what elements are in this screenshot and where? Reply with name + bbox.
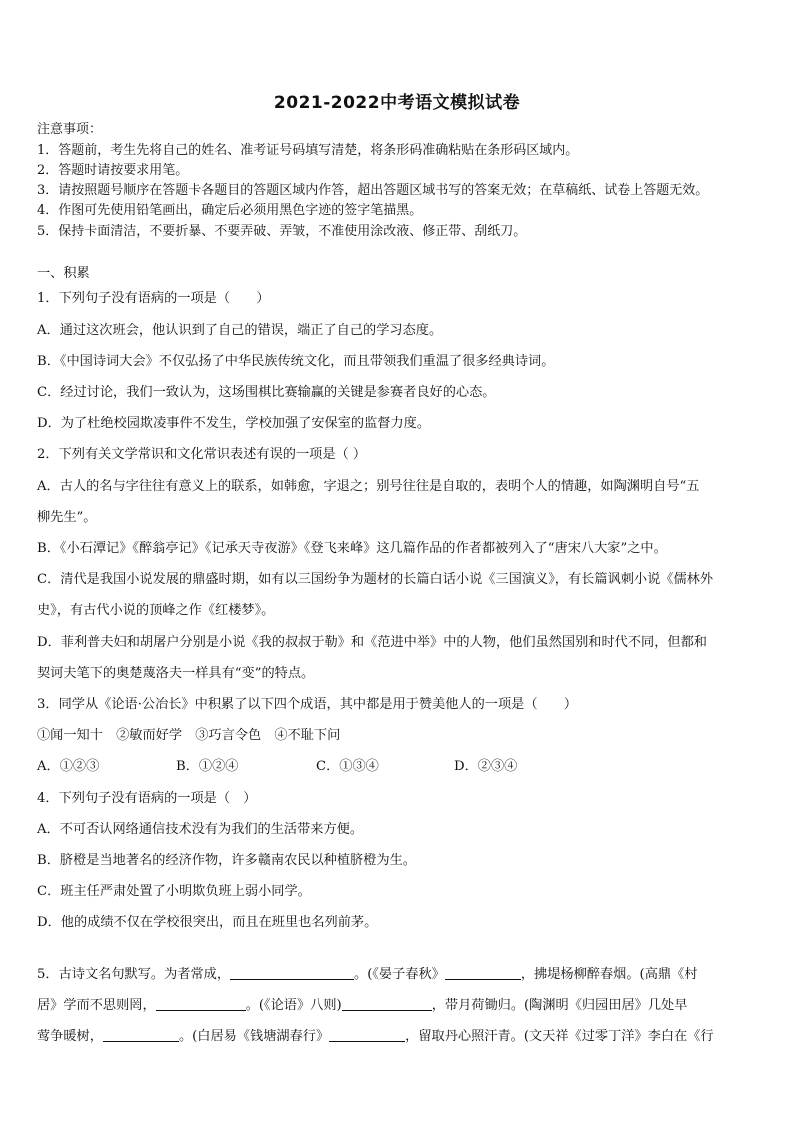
option-d-cont: 契诃夫笔下的奥楚蔑洛夫一样具有“变”的特点。 bbox=[37, 666, 315, 681]
q5-line-3 bbox=[37, 1027, 764, 1047]
option-c: C．清代是我国小说发展的鼎盛时期，如有以三国纷争为题材的长篇白话小说《三国演义》，有长篇讽刺小说《儒林外 bbox=[37, 572, 714, 587]
option-a: A．古人的名与字往往有意义上的联系，如韩愈，字退之；别号往往是自取的，表明个人的情趣，如陶渊明自号“五 bbox=[37, 479, 700, 494]
option-b: B．《中国诗词大会》不仅弘扬了中华民族传统文化，而且带领我们重温了很多经典诗词。 bbox=[37, 354, 555, 369]
option-c-cont: 史》，有古代小说的顶峰之作《红楼梦》。 bbox=[37, 603, 275, 618]
option-a: A．不可否认网络通信技术没有为我们的生活带来方便。 bbox=[37, 822, 364, 837]
note-item: 4．作图可先使用铅笔画出，确定后必须用黑色字迹的签字笔描黑。 bbox=[37, 203, 423, 218]
option-d: D．他的成绩不仅在学校很突出，而且在班里也名列前茅。 bbox=[37, 915, 378, 930]
question-stem: 1．下列句子没有语病的一项是（ ） bbox=[37, 291, 270, 306]
idiom-list: ①闻一知十 ②敏而好学 ③巧言令色 ④不耻下问 bbox=[37, 728, 341, 743]
option-c: C．班主任严肃处置了小明欺负班上弱小同学。 bbox=[37, 884, 311, 899]
option-row bbox=[37, 757, 517, 777]
answer-blank[interactable] bbox=[230, 965, 354, 980]
note-item: 3．请按照题号顺序在答题卡各题目的答题区域内作答，超出答题区域书写的答案无效；在草稿纸、试卷上答题无效。 bbox=[37, 183, 709, 198]
note-item: 2．答题时请按要求用笔。 bbox=[37, 163, 189, 178]
q5-text: ，留取丹心照汗青。(文天祥《过零丁洋》李白在《行 bbox=[405, 1029, 714, 1044]
notes-heading: 注意事项： bbox=[37, 122, 103, 137]
answer-blank[interactable] bbox=[329, 1027, 405, 1042]
option-d: D．②③④ bbox=[454, 759, 518, 774]
option-c: C．①③④ bbox=[316, 759, 379, 774]
question-stem: 4．下列句子没有语病的一项是（ ） bbox=[37, 791, 257, 806]
q5-text: ，带月荷锄归。(陶渊明《归园田居》几处早 bbox=[431, 998, 688, 1013]
option-b: B．脐橙是当地著名的经济作物，许多赣南农民以种植脐橙为生。 bbox=[37, 853, 416, 868]
option-b: B．①②④ bbox=[176, 759, 239, 774]
answer-blank[interactable] bbox=[103, 1027, 179, 1042]
q5-line-2 bbox=[37, 996, 764, 1016]
option-a-cont: 柳先生”。 bbox=[37, 510, 97, 525]
question-stem: 3．同学从《论语·公冶长》中积累了以下四个成语，其中都是用于赞美他人的一项是（ ） bbox=[37, 697, 578, 712]
answer-blank[interactable] bbox=[445, 965, 521, 980]
note-item: 1．答题前，考生先将自己的姓名、准考证号码填写清楚，将条形码准确粘贴在条形码区域内。 bbox=[37, 143, 579, 158]
q5-text: 。(《论语》八则) bbox=[245, 998, 342, 1013]
note-item: 5．保持卡面清洁，不要折暴、不要弄破、弄皱，不准使用涂改液、修正带、刮纸刀。 bbox=[37, 224, 527, 239]
q5-text: ，拂堤杨柳醉春烟。(高鼎《村 bbox=[520, 967, 698, 982]
section-heading: 一、积累 bbox=[37, 266, 90, 281]
option-d: D．为了杜绝校园欺凌事件不发生，学校加强了安保室的监督力度。 bbox=[37, 416, 431, 431]
question-stem: 2．下列有关文学常识和文化常识表述有误的一项是（ ） bbox=[37, 447, 367, 462]
option-a: A．①②③ bbox=[37, 759, 100, 774]
answer-blank[interactable] bbox=[342, 996, 432, 1011]
exam-title: 2021-2022中考语文模拟试卷 bbox=[273, 93, 521, 113]
q5-text: 莺争暖树， bbox=[37, 1029, 103, 1044]
q5-text: 。(白居易《钱塘湖春行》 bbox=[178, 1029, 330, 1044]
answer-blank[interactable] bbox=[156, 996, 246, 1011]
q5-text: 5．古诗文名句默写。为者常成， bbox=[37, 967, 231, 982]
option-b: B．《小石潭记》《醉翁亭记》《记承天寺夜游》《登飞来峰》这几篇作品的作者都被列入了“唐宋八大家”之中。 bbox=[37, 541, 667, 556]
q5-text: 。(《晏子春秋》 bbox=[354, 967, 445, 982]
q5-text: 居》学而不思则罔， bbox=[37, 998, 156, 1013]
option-a: A．通过这次班会，他认识到了自己的错误，端正了自己的学习态度。 bbox=[37, 323, 443, 338]
option-d: D．菲利普夫妇和胡屠户分别是小说《我的叔叔于勒》和《范进中举》中的人物，他们虽然国别和时代不同，但都和 bbox=[37, 635, 707, 650]
option-c: C．经过讨论，我们一致认为，这场围棋比赛输赢的关键是参赛者良好的心态。 bbox=[37, 385, 496, 400]
q5-line-1 bbox=[37, 965, 764, 985]
